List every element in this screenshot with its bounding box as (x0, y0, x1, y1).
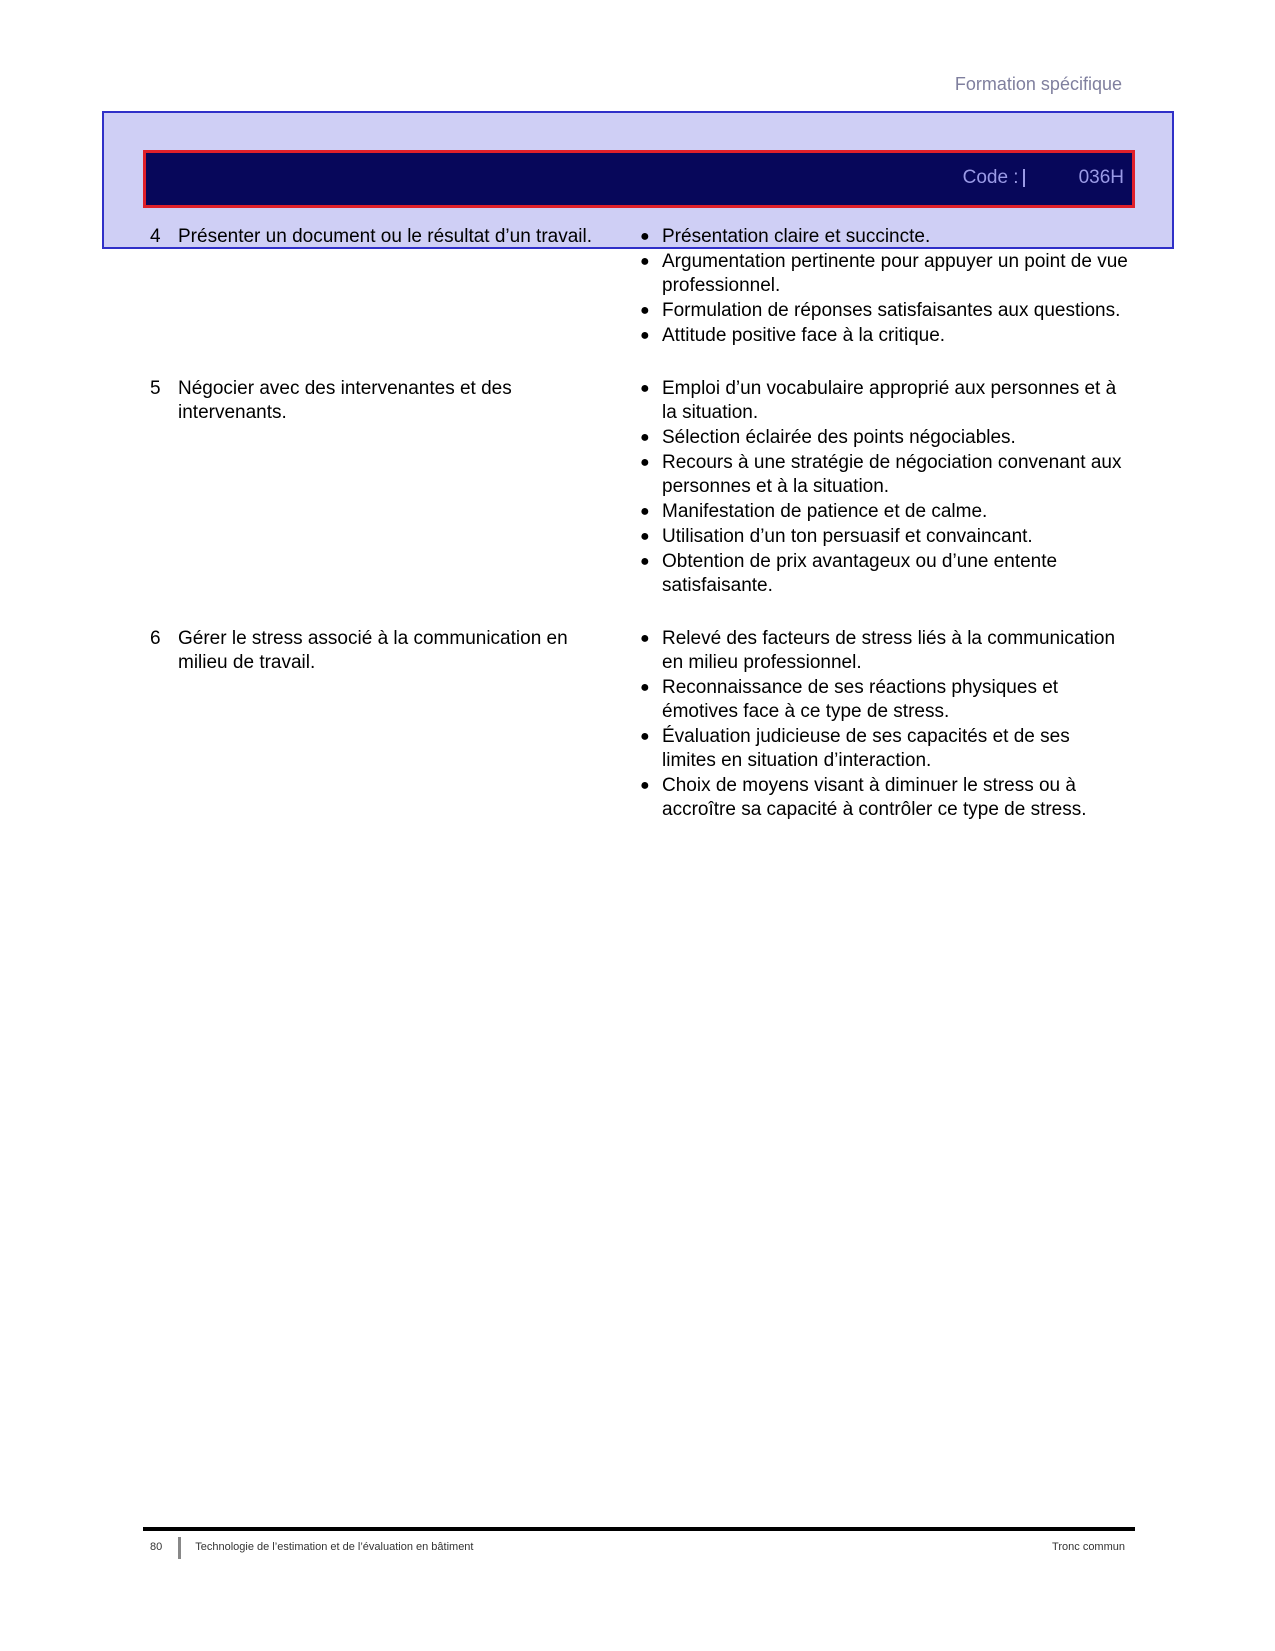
criterion: ● Emploi d’un vocabulaire approprié aux personnes et à la situation. (640, 378, 1117, 423)
element-cell (150, 377, 640, 599)
page-number: 80 (150, 1541, 163, 1553)
document-title: Technologie de l’estimation et de l’évaluation en bâtiment (195, 1541, 474, 1553)
bullet-icon: ● (640, 327, 650, 344)
criterion: ● Manifestation de patience et de calme. (640, 501, 988, 522)
criterion: ● Relevé des facteurs de stress liés à la communication en milieu professionnel. (640, 628, 1116, 673)
bullet-icon: ● (640, 253, 650, 270)
element-number: 4 (150, 226, 161, 247)
competency-table (150, 225, 1128, 851)
code-bar (143, 150, 1135, 208)
bullet-icon: ● (640, 728, 650, 745)
code-label: Code : (962, 167, 1019, 188)
code-separator (1023, 169, 1075, 187)
bullet-icon: ● (640, 528, 650, 545)
bullet-icon: ● (640, 228, 650, 245)
element-number: 5 (150, 378, 161, 399)
competency-row (150, 627, 1128, 823)
element-text: Présenter un document ou le résultat d’un travail. (178, 226, 593, 247)
element-cell (150, 627, 640, 823)
element-text: Négocier avec des intervenantes et des intervenants. (178, 378, 512, 423)
criterion: ● Formulation de réponses satisfaisantes aux questions. (640, 300, 1121, 321)
bullet-icon: ● (640, 777, 650, 794)
criterion: ● Présentation claire et succincte. (640, 226, 931, 247)
page-footer (150, 1541, 1125, 1554)
code-value: 036H (1078, 167, 1124, 188)
bullet-icon: ● (640, 380, 650, 397)
competency-row (150, 225, 1128, 349)
criteria-list (640, 225, 1128, 349)
bullet-icon: ● (640, 503, 650, 520)
criterion: ● Reconnaissance de ses réactions physiques et émotives face à ce type de stress. (640, 677, 1059, 722)
criterion: ● Recours à une stratégie de négociation convenant aux personnes et à la situation. (640, 452, 1122, 497)
criterion: ● Sélection éclairée des points négociables. (640, 427, 1016, 448)
bullet-icon: ● (640, 630, 650, 647)
footer-section: Tronc commun (1052, 1541, 1125, 1553)
bullet-icon: ● (640, 302, 650, 319)
criterion: ● Évaluation judicieuse de ses capacités et de ses limites en situation d’interaction. (640, 726, 1070, 771)
element-cell (150, 225, 640, 349)
competency-row (150, 377, 1128, 599)
code-text (963, 167, 1124, 189)
section-label: Formation spécifique (954, 74, 1122, 94)
bullet-icon: ● (640, 429, 650, 446)
footer-divider (178, 1537, 181, 1559)
bullet-icon: ● (640, 679, 650, 696)
element-number: 6 (150, 628, 161, 649)
bullet-icon: ● (640, 454, 650, 471)
footer-rule (143, 1527, 1135, 1531)
criterion: ● Argumentation pertinente pour appuyer un point de vue professionnel. (640, 251, 1128, 296)
criterion: ● Choix de moyens visant à diminuer le stress ou à accroître sa capacité à contrôler ce type de stress. (640, 775, 1087, 820)
bullet-icon: ● (640, 553, 650, 570)
criteria-list (640, 627, 1128, 823)
criterion: ● Obtention de prix avantageux ou d’une entente satisfaisante. (640, 551, 1058, 596)
element-text: Gérer le stress associé à la communication en milieu de travail. (178, 628, 568, 673)
criterion: ● Attitude positive face à la critique. (640, 325, 946, 346)
criterion: ● Utilisation d’un ton persuasif et convaincant. (640, 526, 1033, 547)
criteria-list (640, 377, 1128, 599)
